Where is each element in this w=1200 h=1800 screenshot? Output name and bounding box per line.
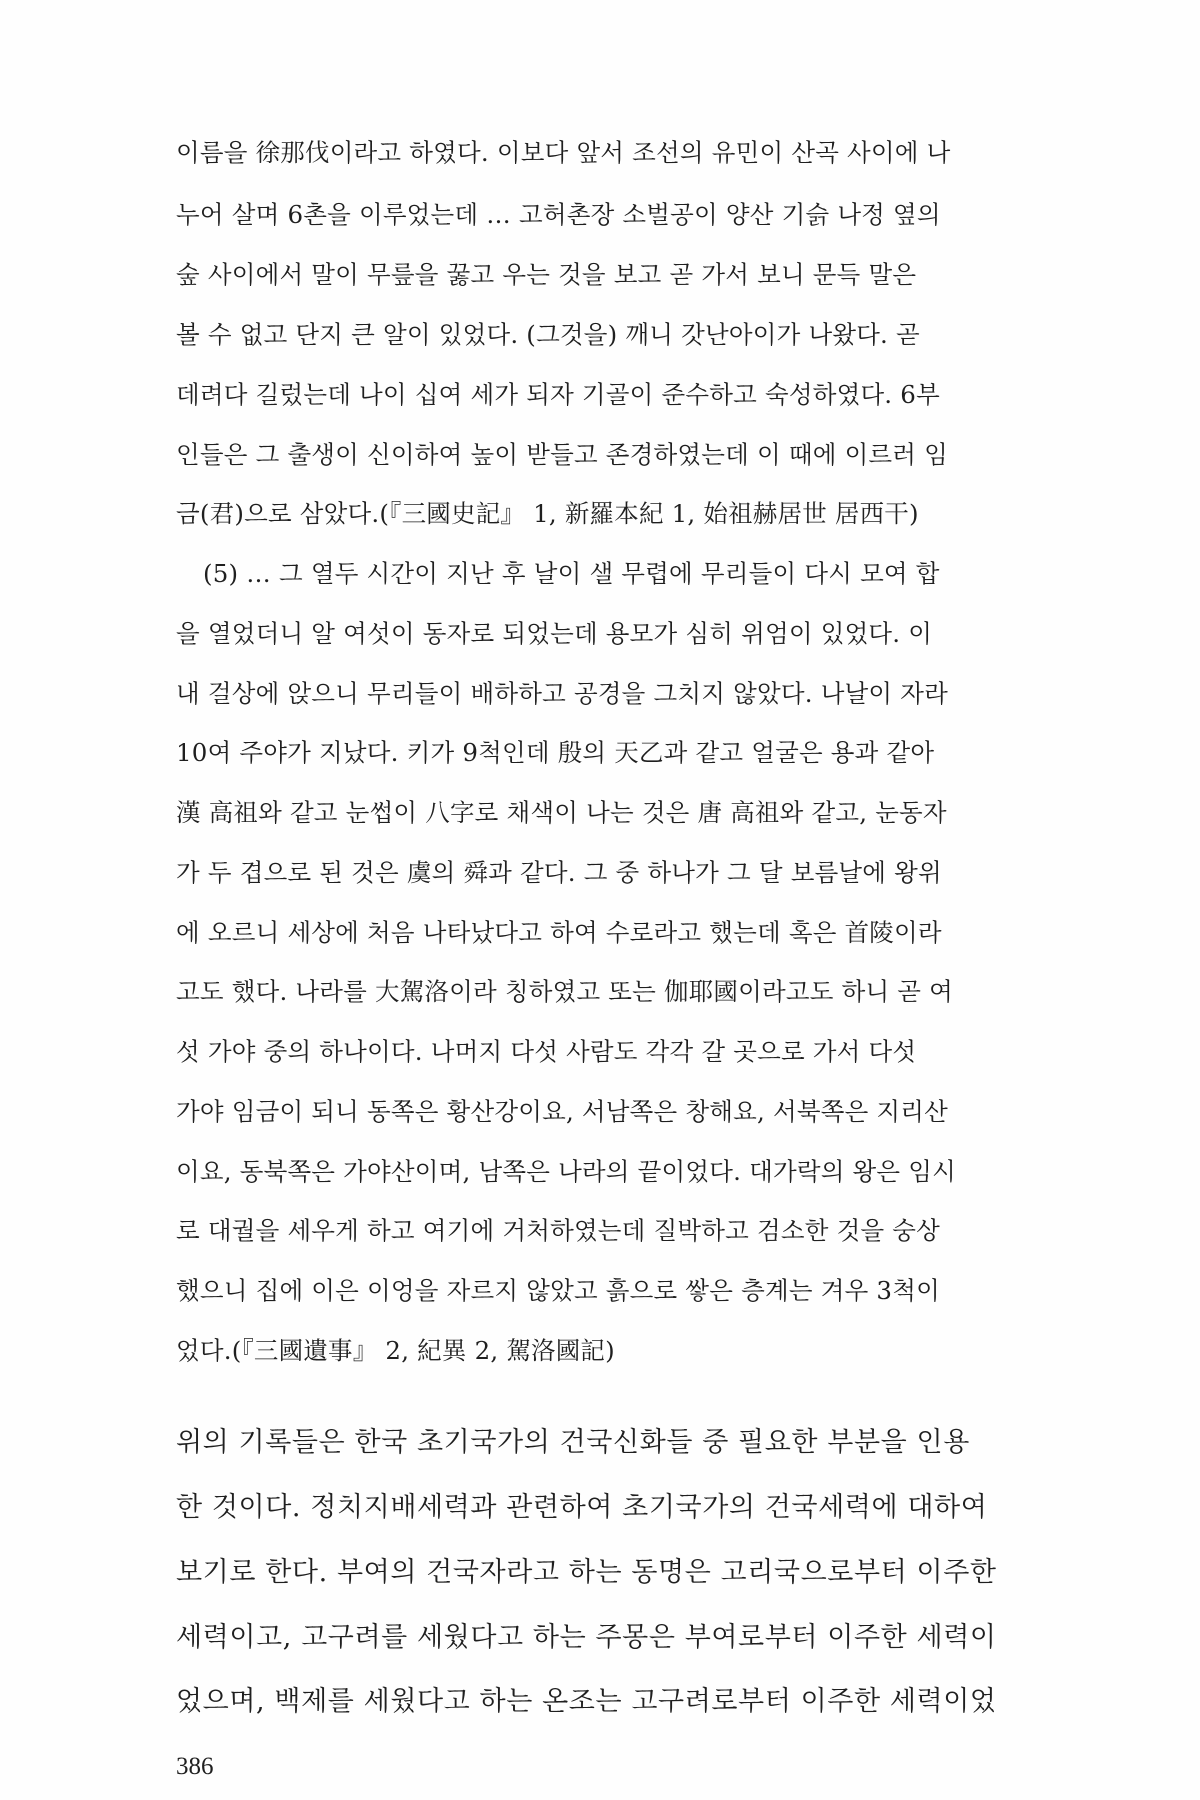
quote-line: 내 걸상에 앉으니 무리들이 배하하고 공경을 그치지 않았다. 나날이 자라 xyxy=(176,679,949,708)
body-line: 었으며, 백제를 세웠다고 하는 온조는 고구려로부터 이주한 세력이었 xyxy=(176,1686,997,1717)
quote-line: 이요, 동북쪽은 가야산이며, 남쪽은 나라의 끝이었다. 대가락의 왕은 임시 xyxy=(176,1157,957,1186)
quote-line: 인들은 그 출생이 신이하여 높이 받들고 존경하였는데 이 때에 이르러 임 xyxy=(176,440,949,469)
quote-line: 가 두 겹으로 된 것은 虞의 舜과 같다. 그 중 하나가 그 달 보름날에 왕위 xyxy=(176,858,942,887)
page-number: 386 xyxy=(176,1753,214,1780)
body-line: 세력이고, 고구려를 세웠다고 하는 주몽은 부여로부터 이주한 세력이 xyxy=(176,1622,997,1653)
quote-line: (5) … 그 열두 시간이 지난 후 날이 샐 무렵에 무리들이 다시 모여 합 xyxy=(203,559,940,588)
quote-line: 숲 사이에서 말이 무릎을 꿇고 우는 것을 보고 곧 가서 보니 문득 말은 xyxy=(176,260,917,289)
quote-line: 누어 살며 6촌을 이루었는데 … 고허촌장 소벌공이 양산 기슭 나정 옆의 xyxy=(176,200,941,229)
quote-line: 10여 주야가 지났다. 키가 9척인데 殷의 天乙과 같고 얼굴은 용과 같아 xyxy=(176,738,935,767)
quote-line: 했으니 집에 이은 이엉을 자르지 않았고 흙으로 쌓은 층계는 겨우 3척이 xyxy=(176,1276,940,1305)
quote-line: 었다.(『三國遺事』 2, 紀異 2, 駕洛國記) xyxy=(176,1336,615,1365)
quote-line: 을 열었더니 알 여섯이 동자로 되었는데 용모가 심히 위엄이 있었다. 이 xyxy=(176,619,933,648)
quote-line: 금(君)으로 삼았다.(『三國史記』 1, 新羅本紀 1, 始祖赫居世 居西干) xyxy=(176,499,919,528)
quote-line: 볼 수 없고 단지 큰 알이 있었다. (그것을) 깨니 갓난아이가 나왔다. 곧 xyxy=(176,320,920,349)
quote-line: 로 대궐을 세우게 하고 여기에 거처하였는데 질박하고 검소한 것을 숭상 xyxy=(176,1216,941,1245)
quote-line: 데려다 길렀는데 나이 십여 세가 되자 기골이 준수하고 숙성하였다. 6부 xyxy=(176,380,940,409)
quote-line: 섯 가야 중의 하나이다. 나머지 다섯 사람도 각각 갈 곳으로 가서 다섯 xyxy=(176,1037,917,1066)
quote-line: 에 오르니 세상에 처음 나타났다고 하여 수로라고 했는데 혹은 首陵이라 xyxy=(176,918,942,947)
quote-line: 이름을 徐那伐이라고 하였다. 이보다 앞서 조선의 유민이 산곡 사이에 나 xyxy=(176,138,951,167)
body-line: 한 것이다. 정치지배세력과 관련하여 초기국가의 건국세력에 대하여 xyxy=(176,1492,988,1523)
quote-line: 고도 했다. 나라를 大駕洛이라 칭하였고 또는 伽耶國이라고도 하니 곧 여 xyxy=(176,977,954,1006)
quote-line: 漢 高祖와 같고 눈썹이 八字로 채색이 나는 것은 唐 高祖와 같고, 눈동자 xyxy=(176,798,947,827)
body-line: 위의 기록들은 한국 초기국가의 건국신화들 중 필요한 부분을 인용 xyxy=(176,1427,970,1458)
quote-line: 가야 임금이 되니 동쪽은 황산강이요, 서남쪽은 창해요, 서북쪽은 지리산 xyxy=(176,1097,949,1126)
body-line: 보기로 한다. 부여의 건국자라고 하는 동명은 고리국으로부터 이주한 xyxy=(176,1557,997,1588)
